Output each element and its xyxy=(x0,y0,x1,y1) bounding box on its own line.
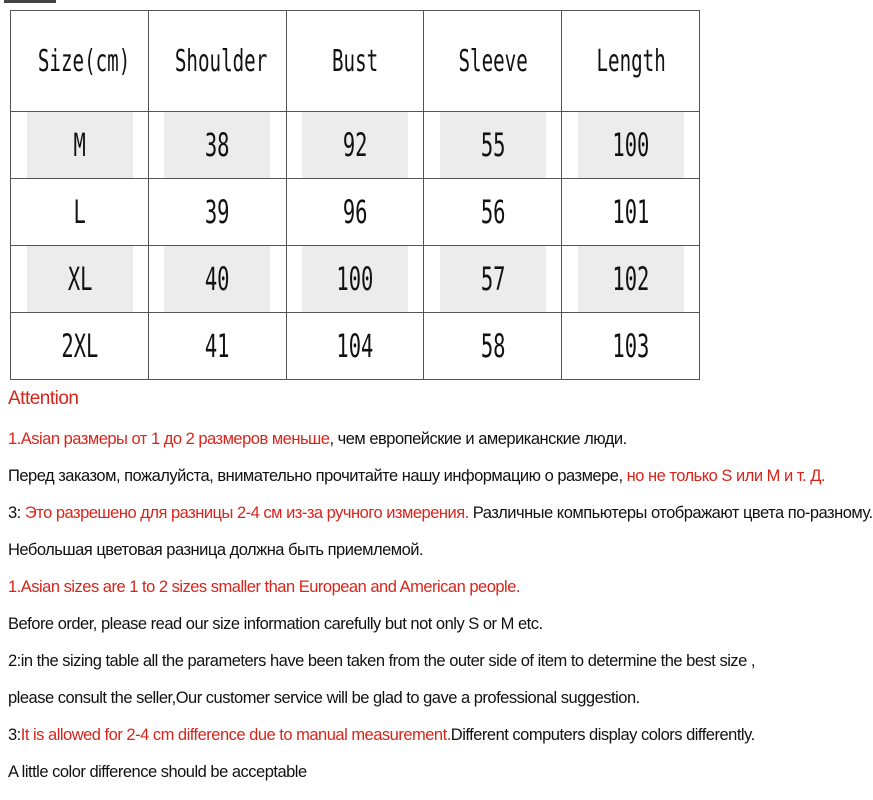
en-note-line-6: A little color difference should be acceptable xyxy=(8,763,307,781)
top-edge-mark xyxy=(4,0,56,3)
table-cell: 104 xyxy=(301,313,408,380)
header-bust: Bust xyxy=(301,11,408,112)
size-chart-table xyxy=(10,10,700,380)
table-cell: 101 xyxy=(577,179,684,246)
table-cell: 100 xyxy=(301,246,408,313)
ru-note-line-1: 1.Asian размеры от 1 до 2 размеров меньше, чем европейские и американские люди. xyxy=(8,430,627,448)
table-cell: 102 xyxy=(577,246,684,313)
table-cell: 39 xyxy=(163,179,270,246)
ru-note-line-2: Перед заказом, пожалуйста, внимательно прочитайте нашу информацию о размере, но не только S или M и т. Д. xyxy=(8,467,825,485)
ru-note-line-4: Небольшая цветовая разница должна быть приемлемой. xyxy=(8,541,424,559)
table-header-row xyxy=(11,11,700,112)
en-note-line-3: 2:in the sizing table all the parameters have been taken from the outer side of item to determine the best size , xyxy=(8,652,755,670)
table-cell: XL xyxy=(26,246,133,313)
table-cell: 57 xyxy=(439,246,546,313)
header-size: Size(cm) xyxy=(26,11,133,112)
en-note-line-2: Before order, please read our size information carefully but not only S or M etc. xyxy=(8,615,543,633)
attention-title: Attention xyxy=(8,388,79,409)
table-cell: 55 xyxy=(439,112,546,179)
en-note-line-1: 1.Asian sizes are 1 to 2 sizes smaller than European and American people. xyxy=(8,578,520,596)
table-row xyxy=(11,112,700,179)
table-cell: L xyxy=(26,179,133,246)
table-cell: 96 xyxy=(301,179,408,246)
table-cell: 2XL xyxy=(26,313,133,380)
header-shoulder: Shoulder xyxy=(163,11,270,112)
table-row xyxy=(11,246,700,313)
table-cell: 58 xyxy=(439,313,546,380)
table-row xyxy=(11,179,700,246)
table-row xyxy=(11,313,700,380)
table-cell: 38 xyxy=(163,112,270,179)
table-cell: 92 xyxy=(301,112,408,179)
table-cell: M xyxy=(26,112,133,179)
table-cell: 103 xyxy=(577,313,684,380)
table-cell: 40 xyxy=(163,246,270,313)
table-cell: 100 xyxy=(577,112,684,179)
ru-note-line-3: 3: Это разрешено для разницы 2-4 см из-за ручного измерения. Различные компьютеры отображают цвета по-разному. xyxy=(8,504,873,522)
table-cell: 41 xyxy=(163,313,270,380)
header-sleeve: Sleeve xyxy=(439,11,546,112)
en-note-line-4: please consult the seller,Our customer service will be glad to gave a professional suggestion. xyxy=(8,689,640,707)
table-cell: 56 xyxy=(439,179,546,246)
header-length: Length xyxy=(577,11,684,112)
en-note-line-5: 3:It is allowed for 2-4 cm difference due to manual measurement.Different computers display colors differently. xyxy=(8,726,755,744)
